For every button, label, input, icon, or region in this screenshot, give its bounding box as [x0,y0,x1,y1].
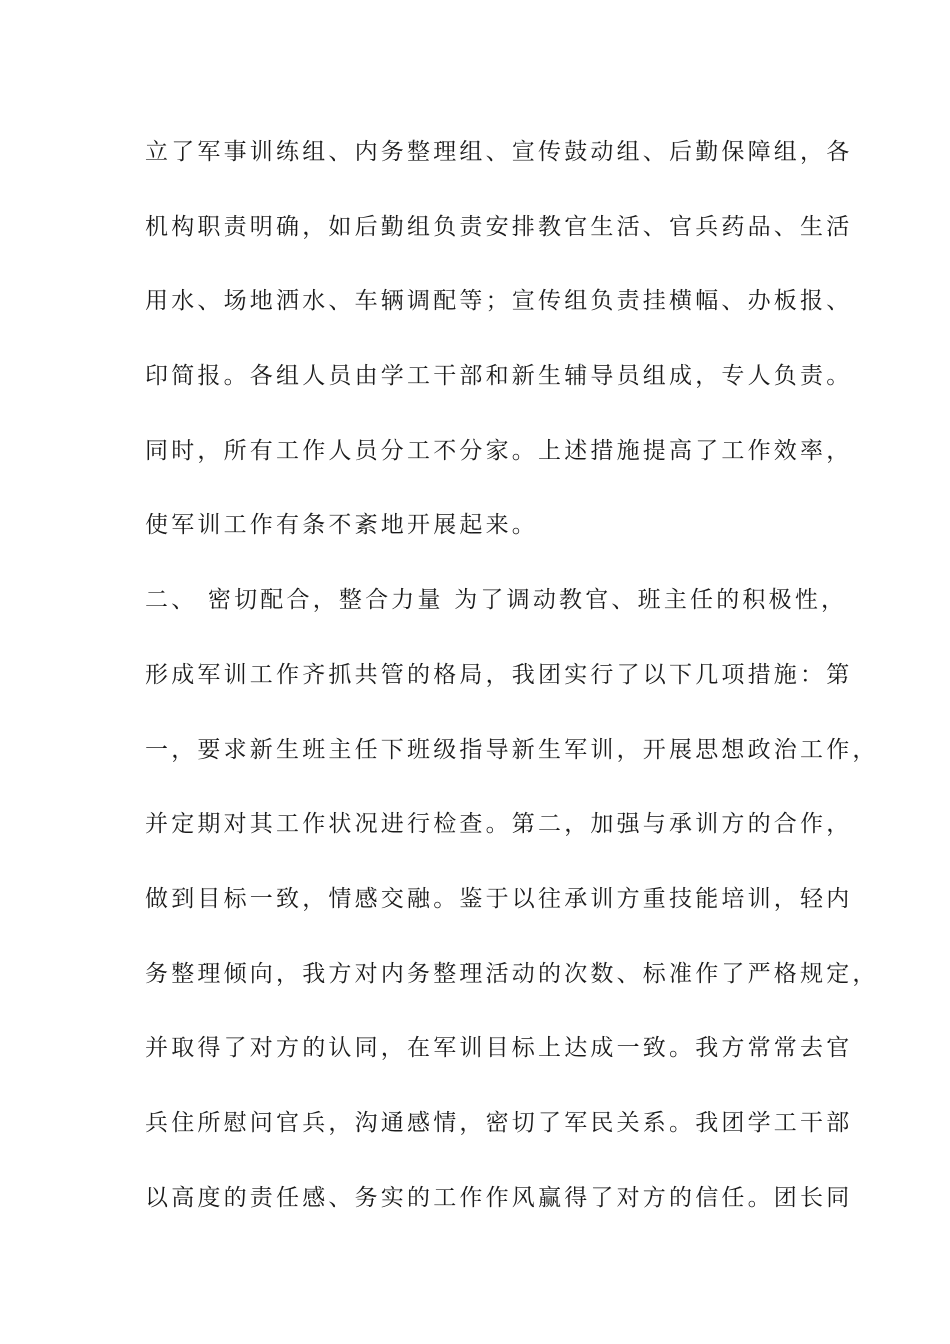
body-text [145,128,879,1248]
text-line-2: 机构职责明确，如后勤组负责安排教官生活、官兵药品、生活 [145,213,853,240]
text-line-15: 以高度的责任感、务实的工作作风赢得了对方的信任。团长同 [145,1184,853,1211]
text-line-8: 形成军训工作齐抓共管的格局，我团实行了以下几项措施：第 [145,661,853,688]
text-line-9: 一，要求新生班主任下班级指导新生军训，开展思想政治工作， [145,736,879,763]
section-heading-line: 二、 密切配合，整合力量 为了调动教官、班主任的积极性， [145,587,848,614]
text-line-12: 务整理倾向，我方对内务整理活动的次数、标准作了严格规定， [145,960,879,987]
text-line-5: 同时，所有工作人员分工不分家。上述措施提高了工作效率， [145,437,853,464]
text-line-11: 做到目标一致，情感交融。鉴于以往承训方重技能培训，轻内 [145,885,853,912]
text-line-6: 使军训工作有条不紊地开展起来。 [145,512,538,539]
text-line-1: 立了军事训练组、内务整理组、宣传鼓动组、后勤保障组，各 [145,139,853,165]
text-line-4: 印简报。各组人员由学工干部和新生辅导员组成，专人负责。 [145,363,853,390]
text-line-13: 并取得了对方的认同，在军训目标上达成一致。我方常常去官 [145,1035,853,1062]
text-line-10: 并定期对其工作状况进行检查。第二，加强与承训方的合作， [145,811,853,838]
text-line-14: 兵住所慰问官兵，沟通感情，密切了军民关系。我团学工干部 [145,1109,853,1136]
text-line-3: 用水、场地洒水、车辆调配等；宣传组负责挂横幅、办板报、 [145,288,853,315]
